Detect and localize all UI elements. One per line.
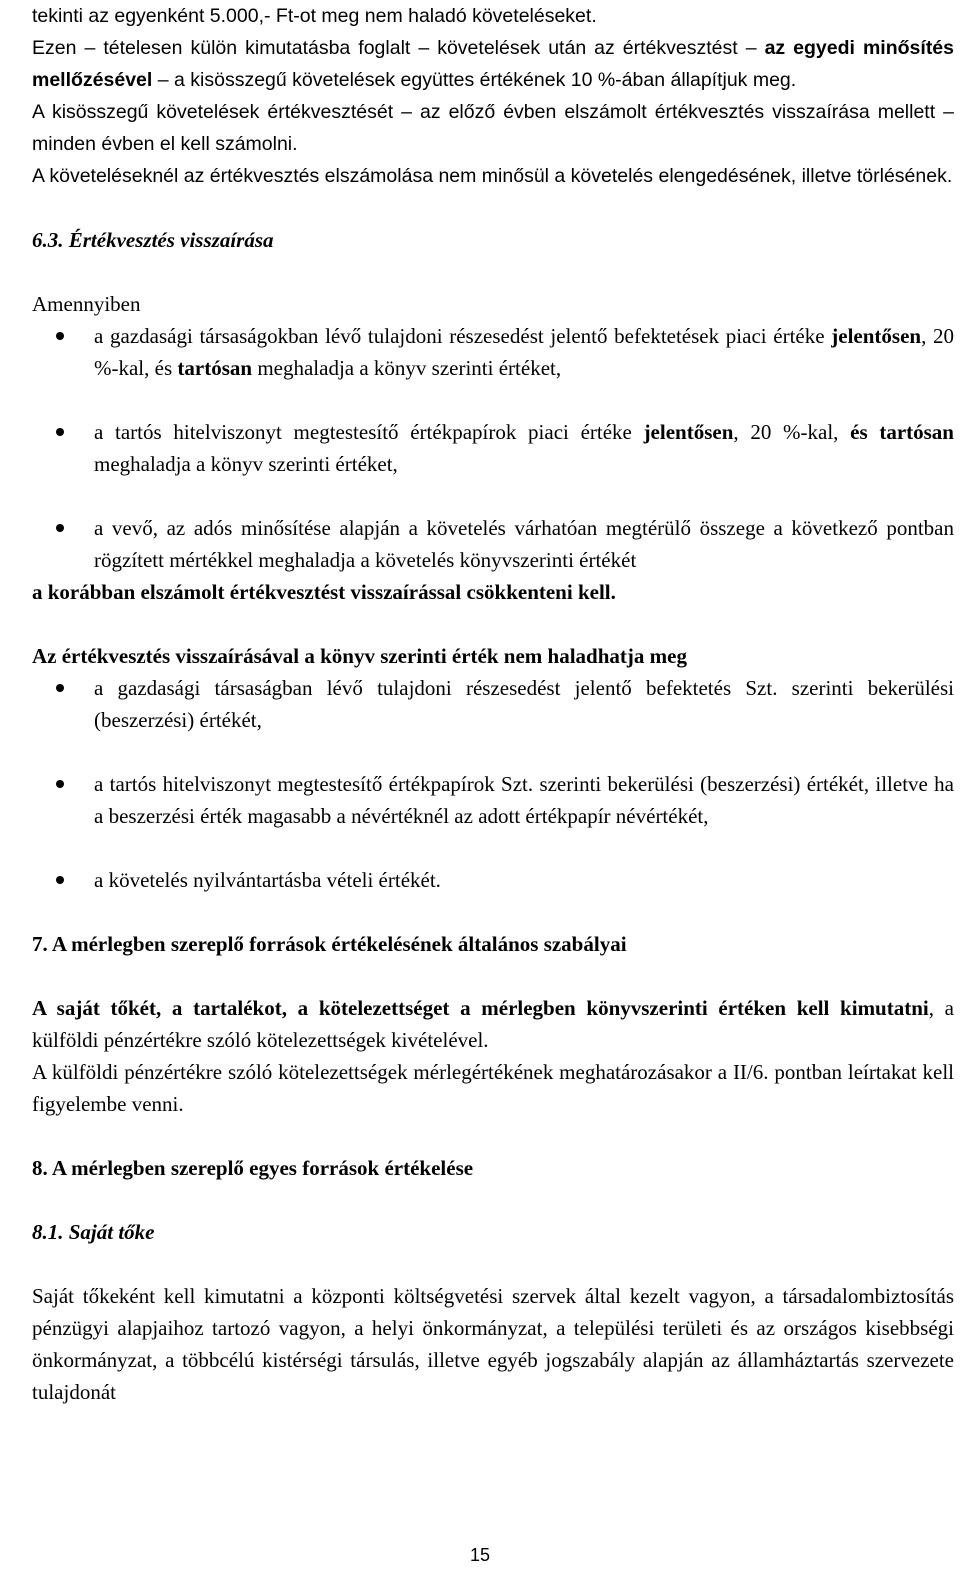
limit-heading: Az értékvesztés visszaírásával a könyv szerinti érték nem haladhatja meg [32,644,687,668]
document-page [32,0,954,1408]
intro-paragraph-3: A kisösszegű követelések értékvesztését – az előző évben elszámolt értékvesztés visszaírása mellett – minden évben el kell számolni. [32,101,954,155]
section-6-3-lead: Amennyiben [32,292,141,316]
bullet-icon [56,876,64,884]
list-item: a gazdasági társaságban lévő tulajdoni részesedést jelentő befektetés Szt. szerinti bekerülési (beszerzési) értékét, [32,672,954,736]
limit-list [32,672,954,896]
section-6-3-conclusion: a korábban elszámolt értékvesztést visszaírással csökkenteni kell. [32,580,616,604]
page-number: 15 [469,1545,491,1565]
intro-paragraph-4: A követeléseknél az értékvesztés elszámolása nem minősül a követelés elengedésének, illetve törlésének. [32,165,953,187]
intro-line: tekinti az egyenként 5.000,- Ft-ot meg nem haladó követeléseket. [32,5,597,27]
bullet-icon [56,428,64,436]
list-item: a vevő, az adós minősítése alapján a követelés várhatóan megtérülő összege a következő pontban rögzített mértékkel meghaladja a követelés könyvszerinti értékét [32,512,954,576]
section-8-1-heading: 8.1. Saját tőke [32,1220,155,1244]
bullet-icon [56,684,64,692]
bullet-icon [56,780,64,788]
section-8-1-paragraph: Saját tőkeként kell kimutatni a központi költségvetési szervek által kezelt vagyon, a társadalombiztosítás pénzügyi alapjaihoz tartozó vagyon, a helyi önkormányzat, a települési területi és az országos kisebbségi önkormányzat, a többcélú kistérségi társulás, illetve egyéb jogszabály alapján az államháztartás szervezete tulajdonát [32,1284,954,1404]
list-item: a követelés nyilvántartásba vételi értékét. [32,864,954,896]
list-item: a tartós hitelviszonyt megtestesítő értékpapírok piaci értéke jelentősen, 20 %-kal, és tartósan meghaladja a könyv szerinti értéket, [32,416,954,480]
section-7-paragraph-2: A külföldi pénzértékre szóló kötelezettségek mérlegértékének meghatározásakor a II/6. pontban leírtakat kell figyelembe venni. [32,1060,954,1116]
reversal-conditions-list [32,320,954,576]
bullet-icon [56,524,64,532]
section-7-heading: 7. A mérlegben szereplő források értékelésének általános szabályai [32,932,627,956]
section-7-paragraph-1: A saját tőkét, a tartalékot, a kötelezettséget a mérlegben könyvszerinti értéken kell kimutatni, a külföldi pénzértékre szóló kötelezettségek kivételével. [32,996,954,1052]
list-item: a gazdasági társaságokban lévő tulajdoni részesedést jelentő befektetések piaci értéke jelentősen, 20 %-kal, és tartósan meghaladja a könyv szerinti értéket, [32,320,954,384]
list-item: a tartós hitelviszonyt megtestesítő értékpapírok Szt. szerinti bekerülési (beszerzési) értékét, illetve ha a beszerzési érték magasabb a névértéknél az adott értékpapír névértékét, [32,768,954,832]
bullet-icon [56,332,64,340]
section-8-heading: 8. A mérlegben szereplő egyes források értékelése [32,1156,474,1180]
intro-paragraph-2: Ezen – tételesen külön kimutatásba foglalt – követelések után az értékvesztést – az egyedi minősítés mellőzésével – a kisösszegű követelések együttes értékének 10 %-ában állapítjuk meg. [32,37,954,91]
section-6-3-heading: 6.3. Értékvesztés visszaírása [32,228,274,252]
